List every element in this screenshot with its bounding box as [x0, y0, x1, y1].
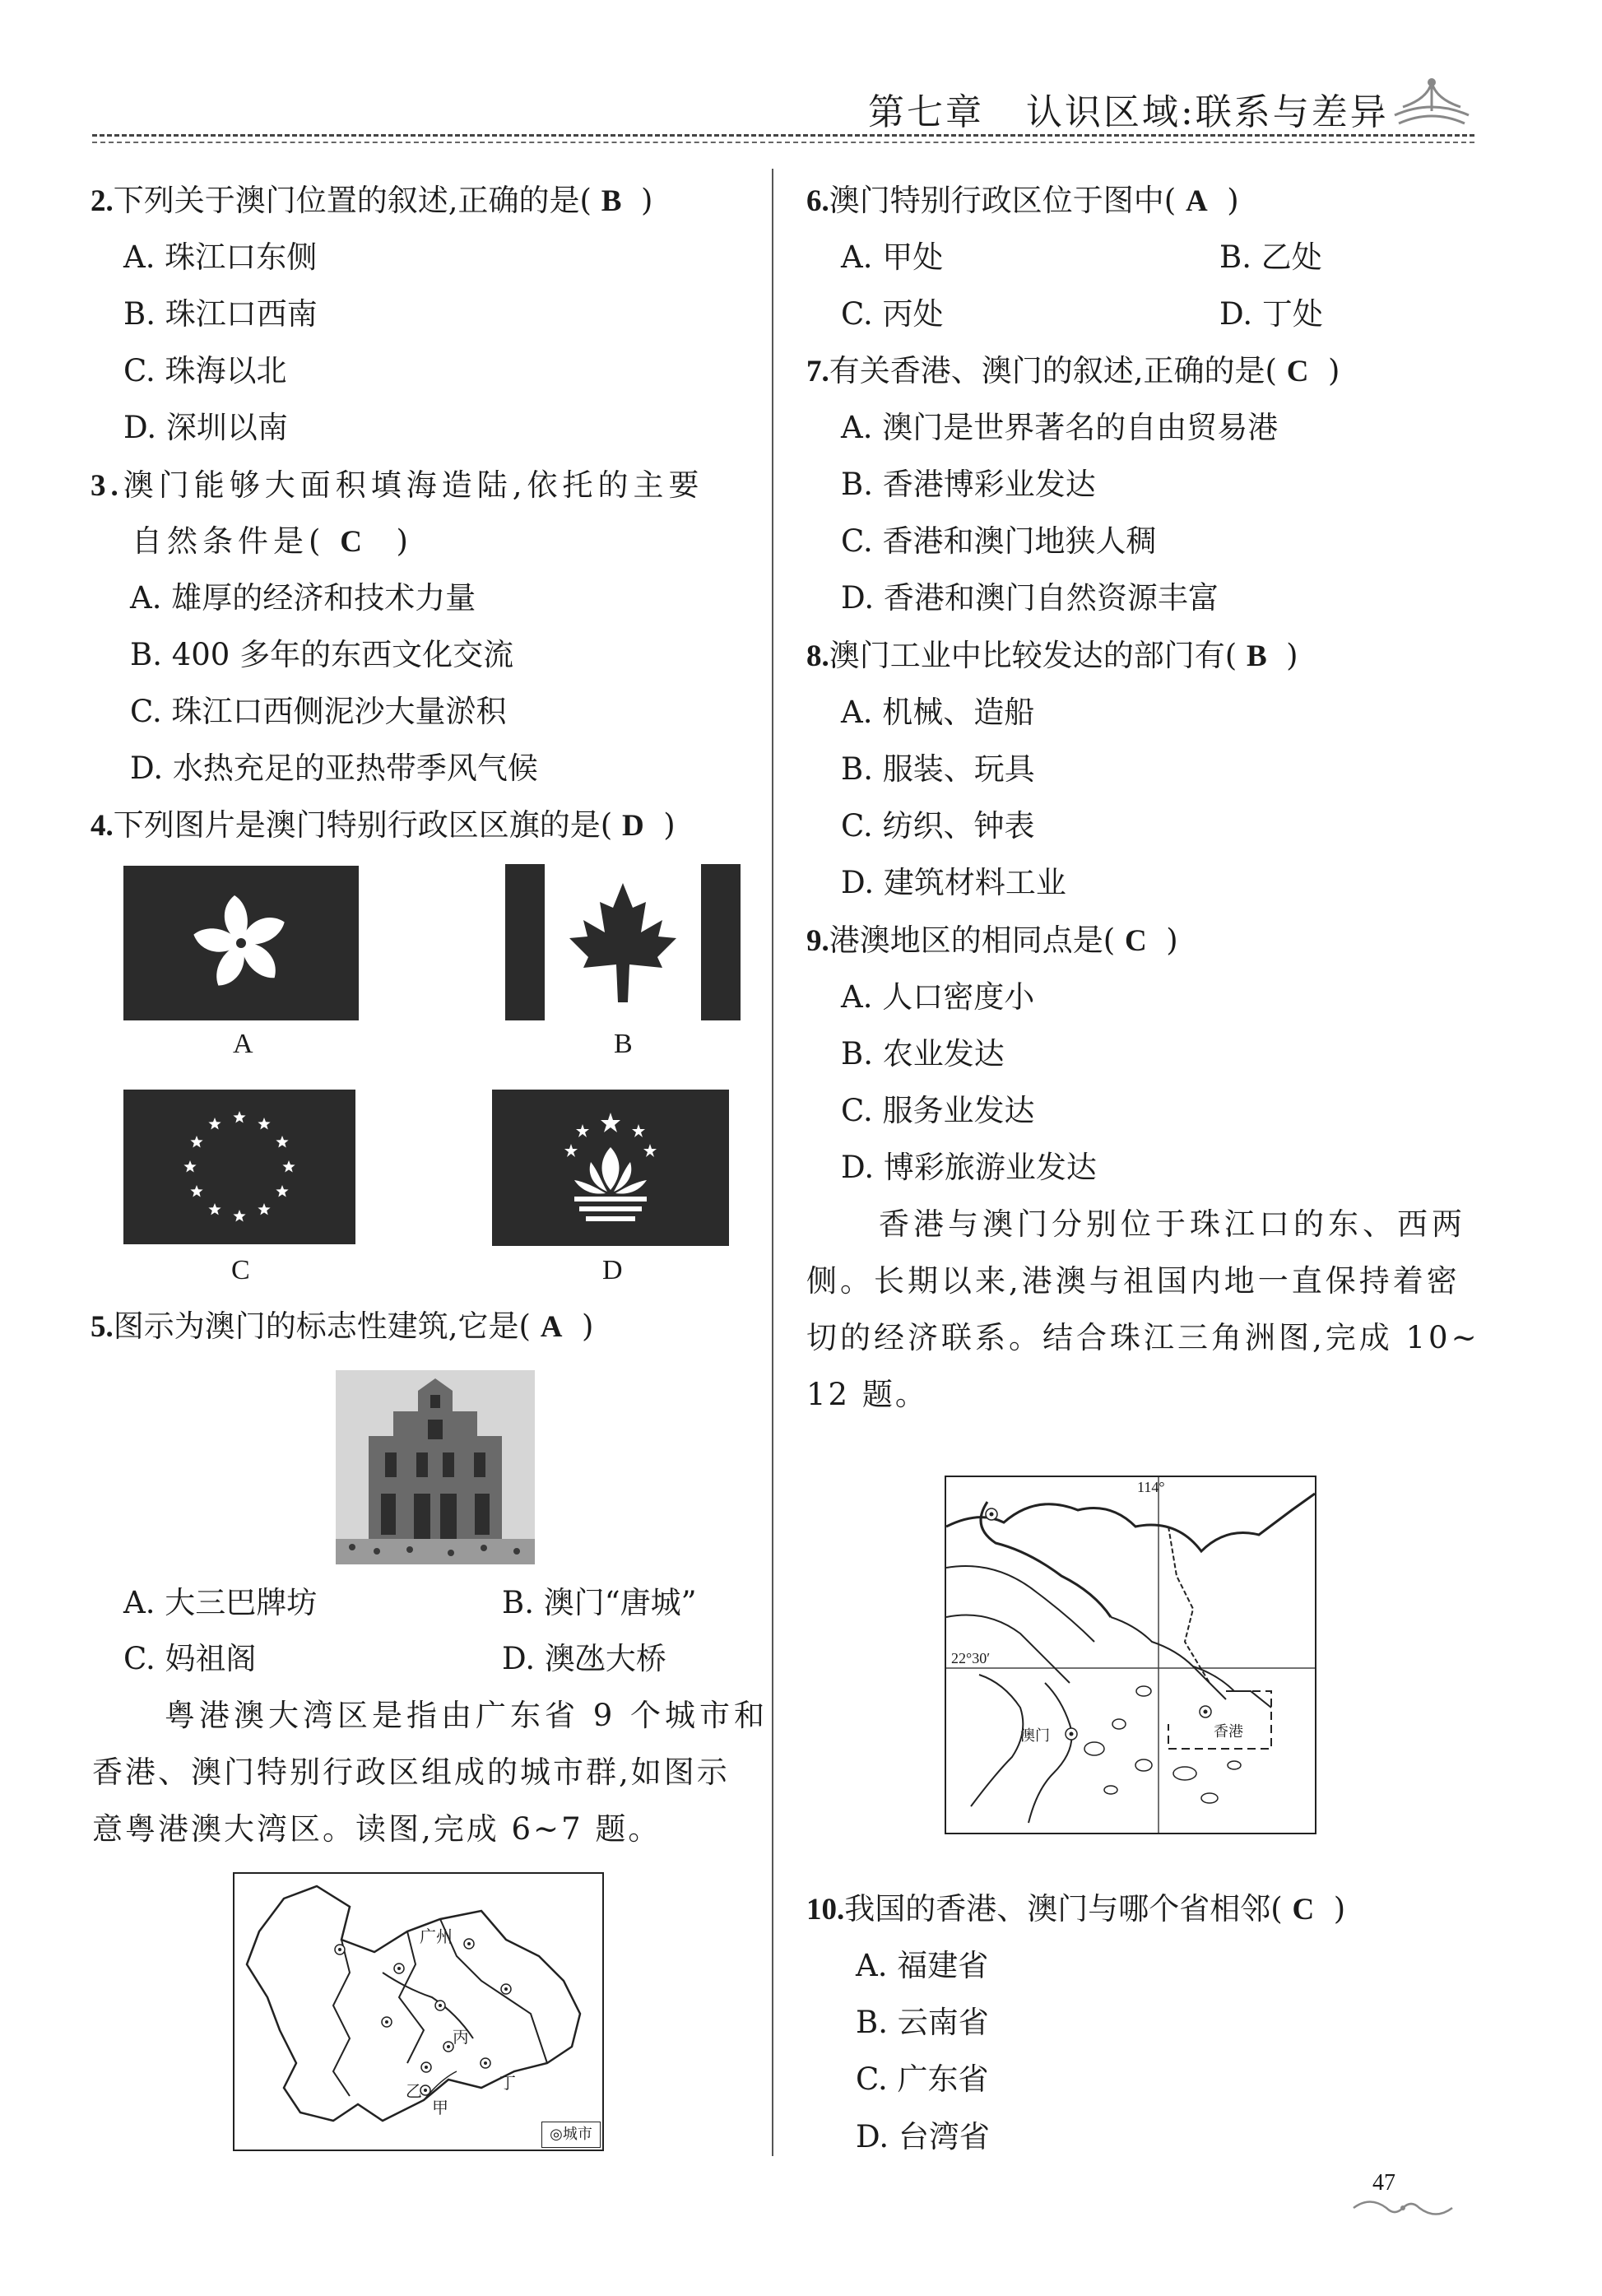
intro-6-7-line3: 意粤港澳大湾区。读图,完成 6~7 题。 [92, 1811, 662, 1847]
flag-caption-c: C [231, 1255, 250, 1285]
question-10: 10.我国的香港、澳门与哪个省相邻( C ) [806, 1891, 1346, 1927]
answer-4: D [621, 809, 644, 843]
eu-star-icon [183, 1160, 196, 1173]
answer-6: A [1185, 184, 1208, 218]
question-5: 5.图示为澳门的标志性建筑,它是( A ) [91, 1308, 594, 1344]
answer-7: C [1286, 355, 1309, 388]
q9-option-a: A. 人口密度小 [841, 979, 1035, 1015]
q10-option-b: B. 云南省 [856, 2005, 989, 2040]
answer-5: A [540, 1310, 563, 1344]
map1-legend: ◎城市 [541, 2122, 601, 2148]
flag-caption-d: D [602, 1255, 623, 1285]
flag-caption-b: B [614, 1029, 633, 1059]
question-3: 3.澳门能够大面积填海造陆,依托的主要 [91, 467, 704, 503]
intro-10-12-line2: 侧。长期以来,港澳与祖国内地一直保持着密 [806, 1263, 1460, 1299]
eu-star-icon [190, 1185, 202, 1197]
q6-option-a: A. 甲处 [841, 239, 944, 275]
chapter-number: 第七章 [868, 91, 984, 133]
eu-star-icon [208, 1203, 221, 1215]
eu-star-icon [258, 1118, 270, 1130]
eu-star-icon [276, 1136, 288, 1148]
q6-option-b: B. 乙处 [1219, 239, 1322, 275]
map1-label-yi: 乙 [406, 2081, 422, 2101]
q5-option-a: A. 大三巴牌坊 [123, 1585, 318, 1620]
eu-star-icon [276, 1185, 288, 1197]
q3-option-d: D. 水热充足的亚热带季风气候 [130, 751, 538, 786]
q9-option-d: D. 博彩旅游业发达 [841, 1150, 1097, 1185]
q5-option-b: B. 澳门“唐城” [502, 1585, 697, 1620]
q7-option-a: A. 澳门是世界著名的自由贸易港 [841, 410, 1279, 445]
q6-option-d: D. 丁处 [1219, 296, 1323, 332]
intro-10-12-line3: 切的经济联系。结合珠江三角洲图,完成 10~ [806, 1320, 1480, 1355]
question-7: 7.有关香港、澳门的叙述,正确的是( C ) [806, 353, 1340, 388]
map2-label-macau: 澳门 [1020, 1727, 1050, 1745]
answer-8: B [1246, 639, 1267, 673]
chapter-header [868, 82, 1389, 135]
q9-option-c: C. 服务业发达 [841, 1093, 1035, 1128]
question-6: 6.澳门特别行政区位于图中( A ) [806, 183, 1239, 218]
canada-flag-icon [505, 864, 741, 1020]
eu-flag-icon [123, 1090, 355, 1244]
hong-kong-flag-icon [123, 866, 359, 1020]
eu-star-icon [208, 1118, 221, 1130]
header-rule-2 [92, 142, 1474, 143]
eu-star-icon [258, 1203, 270, 1215]
q8-option-c: C. 纺织、钟表 [841, 808, 1035, 844]
intro-6-7-line1: 粤港澳大湾区是指由广东省 9 个城市和 [165, 1698, 769, 1733]
question-3-line2: 自然条件是( C ) [132, 523, 413, 559]
q2-option-a: A. 珠江口东侧 [123, 239, 318, 275]
city-symbol-icon: ◎ [550, 2126, 563, 2143]
map1-label-jia: 甲 [432, 2098, 448, 2117]
intro-10-12-line4: 12 题。 [806, 1377, 928, 1412]
q5-option-c: C. 妈祖阁 [123, 1641, 257, 1676]
greater-bay-area-map [233, 1872, 604, 2151]
q2-option-b: B. 珠江口西南 [123, 296, 318, 332]
q3-option-a: A. 雄厚的经济和技术力量 [130, 580, 476, 616]
question-2: 2.下列关于澳门位置的叙述,正确的是( B ) [91, 183, 653, 218]
column-divider [772, 169, 773, 2156]
map1-label-ding: 丁 [499, 2073, 516, 2093]
q2-option-c: C. 珠海以北 [123, 353, 287, 388]
q2-option-d: D. 深圳以南 [123, 410, 288, 445]
q7-option-b: B. 香港博彩业发达 [841, 467, 1096, 502]
q3-option-b: B. 400 多年的东西文化交流 [130, 637, 514, 672]
map1-label-bing: 丙 [453, 2027, 469, 2047]
flag-caption-a: A [233, 1029, 253, 1059]
answer-2: B [601, 184, 622, 218]
ruins-of-st-paul-photo [336, 1370, 535, 1564]
q7-option-d: D. 香港和澳门自然资源丰富 [841, 580, 1219, 616]
q6-option-c: C. 丙处 [841, 296, 944, 332]
question-9: 9.港澳地区的相同点是( C ) [806, 923, 1178, 958]
q5-option-d: D. 澳氹大桥 [502, 1641, 666, 1676]
fan-ornament-icon [1386, 74, 1477, 132]
pearl-river-delta-map [945, 1476, 1316, 1834]
map1-label-guangzhou: 广州 [420, 1927, 453, 1946]
page-number: 47 [1372, 2170, 1395, 2196]
q8-option-a: A. 机械、造船 [841, 695, 1035, 730]
answer-3: C [340, 525, 367, 559]
chapter-title: 认识区域:联系与差异 [1025, 91, 1389, 133]
eu-star-icon [282, 1160, 295, 1173]
eu-star-icon [233, 1210, 245, 1222]
intro-6-7-line2: 香港、澳门特别行政区组成的城市群,如图示 [92, 1755, 730, 1790]
map2-label-hongkong: 香港 [1214, 1723, 1243, 1741]
macau-flag-icon [492, 1090, 729, 1246]
intro-10-12-line1: 香港与澳门分别位于珠江口的东、西两 [879, 1206, 1466, 1242]
page-ornament-icon [1349, 2196, 1456, 2220]
q10-option-c: C. 广东省 [856, 2061, 989, 2097]
question-4: 4.下列图片是澳门特别行政区区旗的是( D ) [91, 807, 676, 843]
q8-option-d: D. 建筑材料工业 [841, 865, 1066, 900]
map2-longitude-label: 114° [1137, 1479, 1165, 1495]
map2-latitude-label: 22°30′ [951, 1650, 991, 1666]
answer-9: C [1124, 924, 1147, 958]
question-8: 8.澳门工业中比较发达的部门有( B ) [806, 638, 1298, 673]
q3-option-c: C. 珠江口西侧泥沙大量淤积 [130, 694, 507, 729]
q9-option-b: B. 农业发达 [841, 1036, 1005, 1071]
eu-star-icon [233, 1111, 245, 1123]
answer-10: C [1292, 1893, 1315, 1927]
header-rule [92, 134, 1474, 137]
eu-star-icon [190, 1136, 202, 1148]
q10-option-d: D. 台湾省 [856, 2119, 990, 2154]
q10-option-a: A. 福建省 [856, 1948, 989, 1983]
q8-option-b: B. 服装、玩具 [841, 751, 1035, 787]
q7-option-c: C. 香港和澳门地狭人稠 [841, 523, 1157, 559]
